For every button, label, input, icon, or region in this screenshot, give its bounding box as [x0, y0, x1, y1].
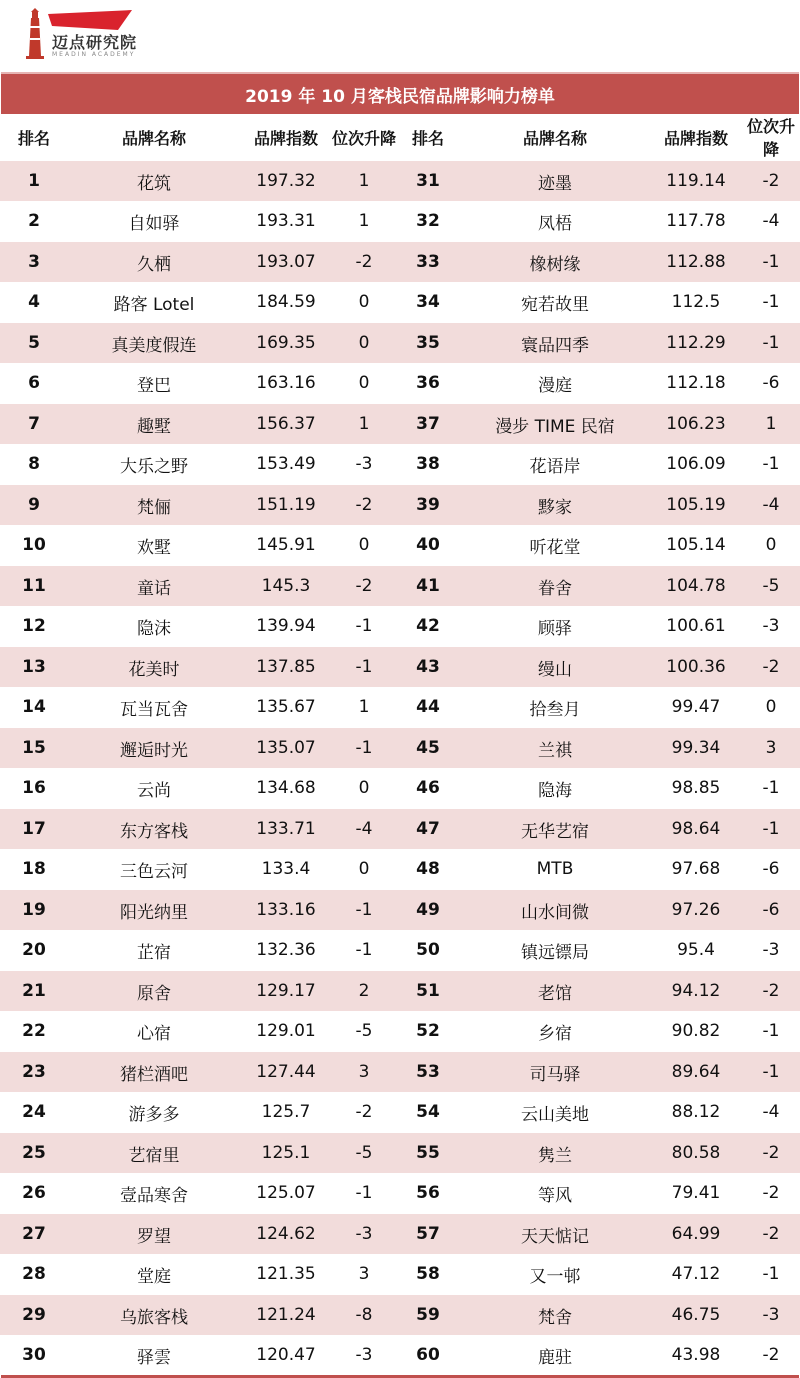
rank-cell: 13 — [0, 647, 68, 688]
brand-index-cell: 151.19 — [240, 485, 332, 526]
rank-change-cell: -1 — [762, 778, 780, 798]
rank-cell: 21 — [0, 971, 68, 1012]
rank-cell: 4 — [28, 292, 40, 312]
brand-name-cell: 缦山 — [460, 647, 650, 688]
brand-name-cell: 鹿驻 — [538, 1347, 572, 1368]
rank-change-cell: 0 — [358, 859, 370, 879]
brand-index-cell: 104.78 — [650, 566, 742, 607]
rank-change-cell: -5 — [355, 1021, 373, 1041]
rank-change-cell: -1 — [355, 616, 373, 636]
brand-name-cell: 心宿 — [137, 1023, 171, 1044]
rank-change-cell: -2 — [742, 1133, 800, 1174]
brand-name-cell: 壹品寒舍 — [120, 1185, 188, 1206]
brand-index-cell: 43.98 — [671, 1345, 721, 1365]
rank-change-cell: 2 — [332, 971, 396, 1012]
rank-change-cell: -3 — [332, 1214, 396, 1255]
brand-name-cell: 天天惦记 — [460, 1214, 650, 1255]
brand-index-cell: 132.36 — [256, 940, 316, 960]
brand-index-cell: 193.31 — [256, 211, 316, 231]
rank-cell: 23 — [0, 1052, 68, 1093]
table-row — [0, 1214, 800, 1255]
brand-index-cell: 156.37 — [240, 404, 332, 445]
brand-index-header-right: 品牌指数 — [650, 114, 742, 161]
brand-name-cell: 原舍 — [68, 971, 240, 1012]
rank-cell: 48 — [416, 859, 440, 879]
rank-cell: 12 — [22, 616, 46, 636]
brand-index-cell: 64.99 — [650, 1214, 742, 1255]
rank-change-cell: -3 — [742, 1295, 800, 1336]
rank-cell: 46 — [416, 778, 440, 798]
table-row — [0, 485, 800, 526]
rank-cell: 31 — [396, 161, 460, 202]
rank-change-cell: 0 — [358, 373, 370, 393]
brand-name-cell: 橡树缘 — [460, 242, 650, 283]
brand-index-header-left: 品牌指数 — [240, 114, 332, 161]
brand-name-cell: 拾叁月 — [529, 699, 581, 720]
rank-cell: 44 — [416, 697, 440, 717]
brand-index-cell: 133.16 — [240, 890, 332, 931]
rank-change-cell: -1 — [332, 647, 396, 688]
rank-cell: 56 — [416, 1183, 440, 1203]
rank-cell: 25 — [0, 1133, 68, 1174]
logo-name: 迈点研究院 — [52, 33, 138, 52]
brand-name-cell: 邂逅时光 — [68, 728, 240, 769]
brand-name-cell: 三色云河 — [120, 861, 188, 882]
rank-change-cell: 1 — [742, 404, 800, 445]
brand-name-cell: 又一邨 — [529, 1266, 581, 1287]
brand-name-cell: 花筑 — [68, 161, 240, 202]
brand-index-cell: 127.44 — [240, 1052, 332, 1093]
table-row — [0, 1011, 800, 1052]
brand-index-cell: 145.91 — [256, 535, 316, 555]
rank-cell: 51 — [396, 971, 460, 1012]
rank-change-cell: -2 — [332, 566, 396, 607]
rank-cell: 50 — [416, 940, 440, 960]
rank-change-cell: -1 — [355, 1183, 373, 1203]
brand-index-cell: 169.35 — [240, 323, 332, 364]
table-row — [0, 323, 800, 364]
rank-cell: 28 — [22, 1264, 46, 1284]
table-row — [0, 849, 800, 890]
brand-name-header-right: 品牌名称 — [460, 114, 650, 161]
brand-index-cell: 125.7 — [261, 1102, 311, 1122]
rank-cell: 40 — [416, 535, 440, 555]
rank-change-cell: -4 — [762, 211, 780, 231]
brand-index-cell: 129.01 — [256, 1021, 316, 1041]
ranking-table — [0, 114, 800, 1375]
rank-cell: 6 — [28, 373, 40, 393]
rank-cell: 55 — [396, 1133, 460, 1174]
rank-cell: 30 — [22, 1345, 46, 1365]
rank-change-cell: -3 — [762, 616, 780, 636]
rank-cell: 20 — [22, 940, 46, 960]
table-row — [0, 1092, 800, 1133]
rank-change-cell: 3 — [742, 728, 800, 769]
rank-change-cell: 1 — [358, 697, 370, 717]
brand-name-cell: 路客 Lotel — [113, 294, 195, 315]
rank-change-cell: 0 — [358, 292, 370, 312]
brand-name-cell: 趣墅 — [68, 404, 240, 445]
rank-change-cell: -1 — [762, 454, 780, 474]
brand-name-cell: 听花堂 — [529, 537, 581, 558]
table-row — [0, 161, 800, 202]
brand-index-cell: 90.82 — [671, 1021, 721, 1041]
brand-name-cell: 云尚 — [137, 780, 171, 801]
rank-cell: 15 — [0, 728, 68, 769]
brand-index-cell: 105.14 — [666, 535, 726, 555]
rank-cell: 2 — [28, 211, 40, 231]
brand-name-cell: 无华艺宿 — [460, 809, 650, 850]
rank-cell: 5 — [0, 323, 68, 364]
table-row — [0, 930, 800, 971]
rank-cell: 37 — [396, 404, 460, 445]
brand-name-cell: 迹墨 — [460, 161, 650, 202]
brand-index-cell: 153.49 — [256, 454, 316, 474]
table-row — [0, 404, 800, 445]
rank-cell: 54 — [416, 1102, 440, 1122]
brand-index-cell: 184.59 — [256, 292, 316, 312]
brand-name-cell: 乡宿 — [538, 1023, 572, 1044]
rank-change-cell: -3 — [355, 454, 373, 474]
brand-name-cell: 兰祺 — [460, 728, 650, 769]
brand-index-cell: 125.1 — [240, 1133, 332, 1174]
rank-change-cell: 0 — [765, 697, 777, 717]
brand-name-cell: 自如驿 — [128, 213, 180, 234]
rank-cell: 38 — [416, 454, 440, 474]
brand-index-cell: 112.18 — [666, 373, 726, 393]
table-row — [0, 566, 800, 607]
brand-name-cell: 花美时 — [68, 647, 240, 688]
rank-change-header-right: 位次升降 — [742, 114, 800, 161]
brand-name-cell: 隽兰 — [460, 1133, 650, 1174]
rank-change-cell: -6 — [742, 890, 800, 931]
brand-name-cell: 眷舍 — [460, 566, 650, 607]
rank-cell: 42 — [416, 616, 440, 636]
logo-subtitle: MEADIN ACADEMY — [52, 51, 136, 58]
rank-cell: 27 — [0, 1214, 68, 1255]
rank-cell: 60 — [416, 1345, 440, 1365]
brand-index-cell: 134.68 — [256, 778, 316, 798]
brand-name-cell: 镇远镖局 — [521, 942, 589, 963]
brand-index-cell: 139.94 — [256, 616, 316, 636]
brand-name-cell: 登巴 — [137, 375, 171, 396]
brand-name-cell: 芷宿 — [137, 942, 171, 963]
brand-name-cell: 罗望 — [68, 1214, 240, 1255]
rank-cell: 36 — [416, 373, 440, 393]
brand-name-cell: 漫庭 — [538, 375, 572, 396]
rank-cell: 52 — [416, 1021, 440, 1041]
brand-index-cell: 121.35 — [256, 1264, 316, 1284]
rank-cell: 43 — [396, 647, 460, 688]
rank-cell: 45 — [396, 728, 460, 769]
brand-index-cell: 46.75 — [650, 1295, 742, 1336]
rank-change-cell: -2 — [355, 1102, 373, 1122]
rank-change-cell: 1 — [332, 161, 396, 202]
brand-name-cell: 花语岸 — [529, 456, 581, 477]
rank-change-cell: -1 — [742, 809, 800, 850]
brand-index-cell: 97.68 — [671, 859, 721, 879]
rank-cell: 24 — [22, 1102, 46, 1122]
rank-change-header-left: 位次升降 — [332, 114, 396, 161]
brand-name-cell: 顾驿 — [538, 618, 572, 639]
brand-index-cell: 98.85 — [671, 778, 721, 798]
rank-change-cell: -2 — [762, 1345, 780, 1365]
ranking-title: 2019 年 10 月客栈民宿品牌影响力榜单 — [1, 72, 799, 114]
rank-change-cell: -2 — [742, 161, 800, 202]
rank-cell: 1 — [0, 161, 68, 202]
table-row — [0, 687, 800, 728]
logo — [0, 0, 800, 72]
table-row — [0, 525, 800, 566]
brand-name-cell: 梵舍 — [460, 1295, 650, 1336]
rank-change-cell: -1 — [742, 1052, 800, 1093]
rank-change-cell: -8 — [332, 1295, 396, 1336]
rank-cell: 34 — [416, 292, 440, 312]
brand-index-cell: 193.07 — [240, 242, 332, 283]
brand-index-cell: 133.71 — [240, 809, 332, 850]
rank-cell: 16 — [22, 778, 46, 798]
rank-cell: 19 — [0, 890, 68, 931]
brand-name-cell: 梵俪 — [68, 485, 240, 526]
brand-index-cell: 135.07 — [240, 728, 332, 769]
rank-cell: 39 — [396, 485, 460, 526]
rank-change-cell: -3 — [762, 940, 780, 960]
rank-change-cell: 0 — [332, 323, 396, 364]
table-row — [0, 768, 800, 809]
table-row — [0, 444, 800, 485]
brand-index-cell: 97.26 — [650, 890, 742, 931]
brand-name-cell: 堂庭 — [137, 1266, 171, 1287]
brand-name-cell: 阳光纳里 — [68, 890, 240, 931]
table-row — [0, 1133, 800, 1174]
brand-index-cell: 99.34 — [650, 728, 742, 769]
rank-change-cell: -3 — [355, 1345, 373, 1365]
brand-index-cell: 135.67 — [256, 697, 316, 717]
rank-change-cell: -4 — [742, 485, 800, 526]
brand-index-cell: 163.16 — [256, 373, 316, 393]
rank-change-cell: 1 — [332, 404, 396, 445]
rank-change-cell: 0 — [358, 778, 370, 798]
rank-cell: 41 — [396, 566, 460, 607]
table-row — [0, 647, 800, 688]
brand-index-cell: 100.36 — [650, 647, 742, 688]
rank-cell: 8 — [28, 454, 40, 474]
brand-index-cell: 145.3 — [240, 566, 332, 607]
brand-name-cell: MTB — [536, 859, 574, 879]
table-row — [0, 1335, 800, 1375]
brand-index-cell: 117.78 — [666, 211, 726, 231]
rank-cell: 3 — [0, 242, 68, 283]
brand-index-cell: 99.47 — [671, 697, 721, 717]
rank-cell: 14 — [22, 697, 46, 717]
brand-name-cell: 等风 — [538, 1185, 572, 1206]
rank-cell: 22 — [22, 1021, 46, 1041]
table-row — [0, 809, 800, 850]
rank-change-cell: -1 — [762, 1264, 780, 1284]
brand-index-cell: 106.09 — [666, 454, 726, 474]
brand-name-cell: 乌旅客栈 — [68, 1295, 240, 1336]
rank-header-left: 排名 — [0, 114, 68, 161]
rank-cell: 32 — [416, 211, 440, 231]
rank-change-cell: 3 — [358, 1264, 370, 1284]
brand-name-cell: 宛若故里 — [521, 294, 589, 315]
brand-name-cell: 猪栏酒吧 — [68, 1052, 240, 1093]
rank-cell: 59 — [396, 1295, 460, 1336]
brand-index-cell: 98.64 — [650, 809, 742, 850]
rank-change-cell: 0 — [358, 535, 370, 555]
rank-change-cell: -1 — [355, 940, 373, 960]
brand-name-cell: 老馆 — [460, 971, 650, 1012]
brand-name-cell: 真美度假连 — [68, 323, 240, 364]
brand-index-cell: 79.41 — [671, 1183, 721, 1203]
brand-index-cell: 89.64 — [650, 1052, 742, 1093]
brand-name-cell: 云山美地 — [521, 1104, 589, 1125]
rank-change-cell: -4 — [762, 1102, 780, 1122]
brand-index-cell: 112.5 — [671, 292, 721, 312]
rank-change-cell: 3 — [332, 1052, 396, 1093]
rank-cell: 26 — [22, 1183, 46, 1203]
brand-index-cell: 125.07 — [256, 1183, 316, 1203]
brand-index-cell: 88.12 — [671, 1102, 721, 1122]
rank-change-cell: -5 — [332, 1133, 396, 1174]
brand-name-cell: 山水间微 — [460, 890, 650, 931]
rank-cell: 7 — [0, 404, 68, 445]
table-row — [0, 971, 800, 1012]
rank-cell: 35 — [396, 323, 460, 364]
brand-index-cell: 112.29 — [650, 323, 742, 364]
brand-name-cell: 游多多 — [128, 1104, 180, 1125]
brand-index-cell: 124.62 — [240, 1214, 332, 1255]
rank-change-cell: -5 — [742, 566, 800, 607]
table-body — [0, 161, 800, 1376]
rank-change-cell: -1 — [742, 242, 800, 283]
rank-cell: 58 — [416, 1264, 440, 1284]
brand-index-cell: 106.23 — [650, 404, 742, 445]
rank-change-cell: -1 — [332, 728, 396, 769]
brand-name-cell: 欢墅 — [137, 537, 171, 558]
brand-name-cell: 艺宿里 — [68, 1133, 240, 1174]
brand-name-cell: 东方客栈 — [68, 809, 240, 850]
table-row — [0, 1295, 800, 1336]
rank-change-cell: -2 — [742, 647, 800, 688]
brand-index-cell: 137.85 — [240, 647, 332, 688]
brand-name-cell: 驿雲 — [137, 1347, 171, 1368]
brand-name-cell: 黟家 — [460, 485, 650, 526]
lighthouse-icon — [24, 8, 46, 60]
rank-header-right: 排名 — [396, 114, 460, 161]
brand-index-cell: 47.12 — [671, 1264, 721, 1284]
brand-index-cell: 119.14 — [650, 161, 742, 202]
rank-change-cell: -1 — [762, 292, 780, 312]
brand-index-cell: 133.4 — [261, 859, 311, 879]
brand-name-cell: 隐海 — [538, 780, 572, 801]
brand-index-cell: 129.17 — [240, 971, 332, 1012]
rank-change-cell: -1 — [332, 890, 396, 931]
rank-cell: 49 — [396, 890, 460, 931]
rank-cell: 57 — [396, 1214, 460, 1255]
rank-cell: 10 — [22, 535, 46, 555]
table-row — [0, 201, 800, 242]
rank-change-cell: -4 — [332, 809, 396, 850]
rank-cell: 33 — [396, 242, 460, 283]
rank-cell: 47 — [396, 809, 460, 850]
brand-name-cell: 漫步 TIME 民宿 — [460, 404, 650, 445]
rank-cell: 18 — [22, 859, 46, 879]
brand-name-cell: 凤梧 — [538, 213, 572, 234]
brand-name-cell: 司马驿 — [460, 1052, 650, 1093]
table-row — [0, 728, 800, 769]
rank-change-cell: -2 — [332, 485, 396, 526]
brand-index-cell: 105.19 — [650, 485, 742, 526]
brand-index-cell: 95.4 — [677, 940, 715, 960]
table-row — [0, 1254, 800, 1295]
brand-index-cell: 100.61 — [666, 616, 726, 636]
table-row — [0, 1173, 800, 1214]
rank-change-cell: -2 — [332, 242, 396, 283]
rank-change-cell: 0 — [765, 535, 777, 555]
table-row — [0, 363, 800, 404]
brand-name-cell: 童话 — [68, 566, 240, 607]
rank-cell: 9 — [0, 485, 68, 526]
rank-cell: 53 — [396, 1052, 460, 1093]
logo-banner-shape — [48, 10, 132, 30]
brand-index-cell: 197.32 — [240, 161, 332, 202]
table-row — [0, 606, 800, 647]
rank-change-cell: -1 — [762, 1021, 780, 1041]
rank-change-cell: -1 — [742, 323, 800, 364]
table-header-row — [0, 114, 800, 161]
rank-change-cell: -2 — [742, 1214, 800, 1255]
brand-name-cell: 瓦当瓦舍 — [120, 699, 188, 720]
brand-index-cell: 94.12 — [650, 971, 742, 1012]
rank-cell: 11 — [0, 566, 68, 607]
brand-name-header-left: 品牌名称 — [68, 114, 240, 161]
brand-name-cell: 大乐之野 — [120, 456, 188, 477]
table-row — [0, 1052, 800, 1093]
rank-change-cell: -6 — [762, 859, 780, 879]
rank-change-cell: -2 — [742, 971, 800, 1012]
brand-index-cell: 112.88 — [650, 242, 742, 283]
brand-index-cell: 121.24 — [240, 1295, 332, 1336]
rank-change-cell: 1 — [358, 211, 370, 231]
brand-index-cell: 120.47 — [256, 1345, 316, 1365]
table-row — [0, 282, 800, 323]
brand-index-cell: 80.58 — [650, 1133, 742, 1174]
table-row — [0, 242, 800, 283]
brand-name-cell: 隐沫 — [137, 618, 171, 639]
brand-name-cell: 寰品四季 — [460, 323, 650, 364]
rank-change-cell: -2 — [762, 1183, 780, 1203]
rank-cell: 29 — [0, 1295, 68, 1336]
brand-name-cell: 久栖 — [68, 242, 240, 283]
rank-change-cell: -6 — [762, 373, 780, 393]
table-row — [0, 890, 800, 931]
rank-cell: 17 — [0, 809, 68, 850]
